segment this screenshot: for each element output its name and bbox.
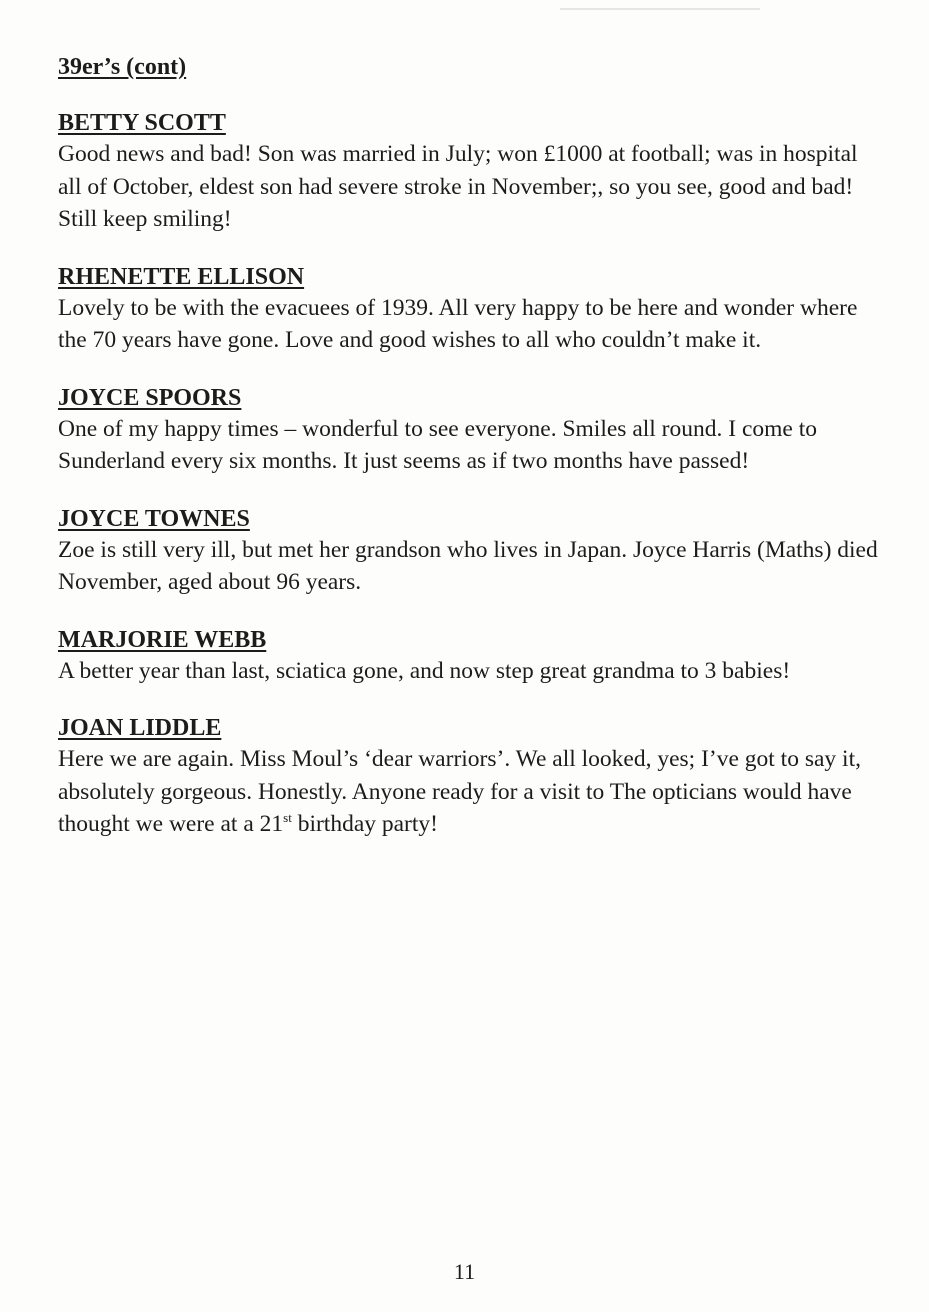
entry-name: MARJORIE WEBB (58, 626, 267, 653)
page-number: 11 (453, 1259, 476, 1284)
entry-joyce-townes (58, 504, 878, 599)
entry-name: JOYCE SPOORS (58, 384, 242, 411)
document-page (58, 52, 878, 867)
entry-name: RHENETTE ELLISON (58, 263, 305, 290)
scan-mark (560, 8, 760, 10)
entry-text: Lovely to be with the evacuees of 1939. All very happy to be here and wonder where the 70 years have gone. Love and good wishes to all who couldn’t make it. (58, 294, 858, 353)
entry-name: JOAN LIDDLE (58, 715, 222, 741)
entry-text (58, 743, 878, 841)
entry-name: JOYCE TOWNES (58, 505, 250, 532)
entry-text-part: Here we are again. Miss Moul’s ‘dear warriors’. We all looked, yes; I’ve got to say it, absolutely gorgeous. Honestly. Anyone ready for a visit to The opticians would have thought we were at a 21 (58, 746, 861, 837)
entry-marjorie-webb (58, 625, 878, 688)
section-title: 39er’s (cont) (58, 54, 187, 80)
entry-text: One of my happy times – wonderful to see everyone. Smiles all round. I come to Sunderland every six months. It just seems as if two months have passed! (58, 415, 817, 474)
entry-text-part: birthday party! (291, 811, 438, 837)
entry-joyce-spoors (58, 383, 878, 478)
ordinal-suffix: st (283, 810, 292, 826)
entry-name: BETTY SCOTT (58, 110, 226, 136)
entry-joan-liddle (58, 713, 878, 841)
entry-text: Good news and bad! Son was married in July; won £1000 at football; was in hospital all of October, eldest son had severe stroke in November;, so you see, good and bad! Still keep smiling! (58, 141, 858, 232)
entry-text: Zoe is still very ill, but met her grandson who lives in Japan. Joyce Harris (Maths) died November, aged about 96 years. (58, 536, 878, 595)
entry-betty-scott (58, 108, 878, 236)
entry-rhenette-ellison (58, 262, 878, 357)
entry-text: A better year than last, sciatica gone, and now step great grandma to 3 babies! (58, 657, 791, 684)
